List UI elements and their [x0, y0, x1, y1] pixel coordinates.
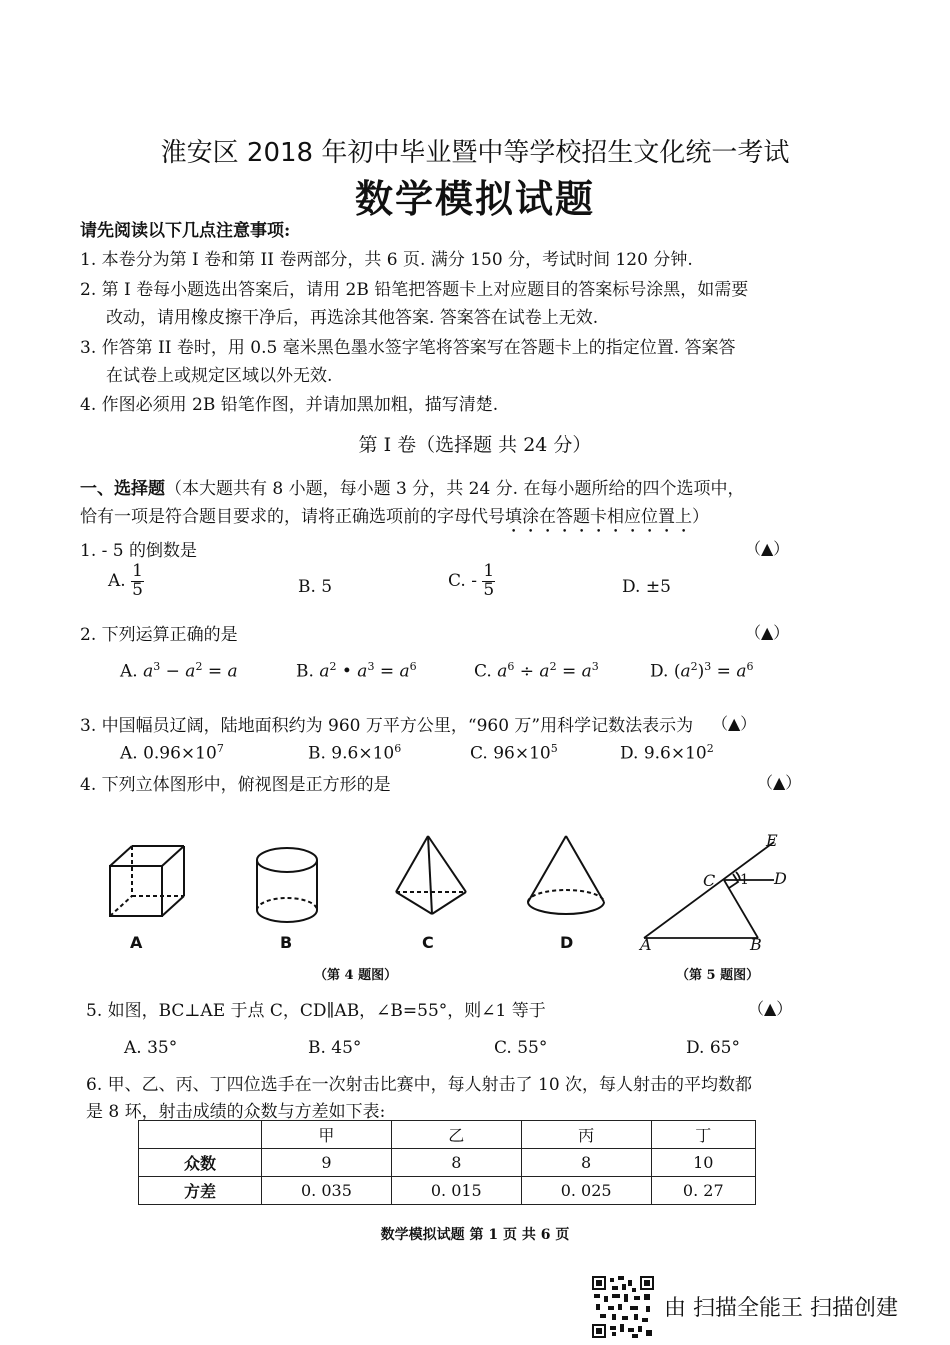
table-cell: 9	[262, 1149, 392, 1177]
section-intro-text-2a: 恰有一项是符合题目要求的，请将正确选项前的字母代号	[80, 507, 505, 527]
q6-stem-line2: 是 8 环，射击成绩的众数与方差如下表:	[86, 1102, 386, 1122]
section-intro-text-2c: ）	[692, 507, 709, 527]
q1-option-d: D. ±5	[622, 577, 671, 597]
q5-label-e: E	[766, 831, 778, 850]
scanner-watermark: 由 扫描全能王 扫描创建	[664, 1296, 898, 1321]
q5-option-c: C. 55°	[494, 1038, 548, 1058]
table-cell: 8	[521, 1149, 651, 1177]
q3-stem: 3. 中国幅员辽阔，陆地面积约为 960 万平方公里，“960 万”用科学记数法表示为	[80, 716, 694, 736]
q5-stem: 5. 如图，BC⊥AE 于点 C，CD∥AB，∠B=55°，则∠1 等于	[86, 1001, 546, 1021]
section-intro-emphasis: 填涂在答题卡相应位置上	[505, 507, 692, 527]
q5-option-b: B. 45°	[308, 1038, 362, 1058]
q5-label-d: D	[774, 869, 787, 888]
q3-answer-mark: （▲）	[712, 714, 757, 733]
table-header-cell: 乙	[391, 1121, 521, 1149]
q5-figure-geometry	[644, 842, 774, 938]
q2-stem: 2. 下列运算正确的是	[80, 625, 238, 645]
q5-option-d: D. 65°	[686, 1038, 740, 1058]
table-row	[139, 1149, 756, 1177]
notice-item-1: 1. 本卷分为第 I 卷和第 II 卷两部分，共 6 页. 满分 150 分，考试时间 120 分钟.	[80, 250, 693, 270]
notice-item-3: 3. 作答第 II 卷时，用 0.5 毫米黑色墨水签字笔将答案写在答题卡上的指定位置. 答案答	[80, 338, 736, 358]
q5-label-angle-1: 1	[740, 872, 749, 888]
table-header-cell	[139, 1121, 262, 1149]
q2-option-c: C. $a^6 \div a^2 = a^3$	[474, 660, 599, 682]
exam-subtitle: 数学模拟试题	[354, 176, 595, 221]
q1-answer-mark: （▲）	[745, 539, 790, 558]
q1-option-c-fraction: $\frac{1}{5}$	[483, 561, 495, 600]
q4-answer-mark: （▲）	[757, 773, 802, 792]
q2-option-b: B. $a^2$ • $a^3 = a^6$	[296, 660, 417, 682]
q6-score-table	[138, 1120, 756, 1205]
q4-label-c: C	[422, 933, 434, 952]
q3-option-c: C. $96\times 10^5$	[470, 742, 558, 764]
table-cell: 0. 035	[262, 1177, 392, 1205]
table-cell: 0. 27	[651, 1177, 755, 1205]
q2-option-a: A. $a^3 - a^2 = a$	[120, 660, 238, 682]
section-intro-line2	[80, 502, 709, 537]
q4-label-d: D	[560, 933, 574, 952]
q3-option-d: D. $9.6\times 10^2$	[620, 742, 714, 764]
q4-figure-d-cone	[528, 836, 604, 914]
q5-label-a: A	[640, 935, 652, 954]
q1-option-a: A. $\frac{1}{5}$	[108, 561, 143, 600]
qr-code-icon	[592, 1276, 654, 1338]
q5-label-c: C	[703, 871, 716, 890]
q6-stem-line1: 6. 甲、乙、丙、丁四位选手在一次射击比赛中，每人射击了 10 次，每人射击的平均数都	[86, 1075, 753, 1095]
notice-item-4: 4. 作图必须用 2B 铅笔作图，并请加黑加粗，描写清楚.	[80, 395, 499, 415]
notice-heading: 请先阅读以下几点注意事项:	[80, 221, 291, 241]
table-cell: 0. 025	[521, 1177, 651, 1205]
table-cell: 10	[651, 1149, 755, 1177]
q3-option-b: B. $9.6\times 10^6$	[308, 742, 402, 764]
table-header-cell: 丙	[521, 1121, 651, 1149]
table-cell: 0. 015	[391, 1177, 521, 1205]
q4-figures	[0, 820, 950, 990]
notice-item-2-cont: 改动，请用橡皮擦干净后，再选涂其他答案. 答案答在试卷上无效.	[106, 308, 599, 328]
q4-label-b: B	[280, 933, 293, 952]
notice-item-2: 2. 第 I 卷每小题选出答案后，请用 2B 铅笔把答题卡上对应题目的答案标号涂黑，如需要	[80, 280, 749, 300]
q4-figure-c-pyramid	[396, 836, 466, 914]
q4-stem: 4. 下列立体图形中，俯视图是正方形的是	[80, 775, 391, 795]
section-intro-text: （本大题共有 8 小题，每小题 3 分，共 24 分. 在每小题所给的四个选项中，	[165, 479, 745, 499]
q4-figure-b-cylinder	[257, 848, 317, 922]
q5-figure-caption: （第 5 题图）	[676, 968, 760, 983]
q2-answer-mark: （▲）	[745, 623, 790, 642]
table-header-cell: 丁	[651, 1121, 755, 1149]
table-row-label: 众数	[139, 1149, 262, 1177]
section-heading: 第 I 卷（选择题 共 24 分）	[358, 434, 592, 456]
notice-item-3-cont: 在试卷上或规定区域以外无效.	[106, 366, 333, 386]
table-header-row	[139, 1121, 756, 1149]
q4-figure-caption: （第 4 题图）	[314, 968, 398, 983]
section-intro-line1	[80, 474, 745, 499]
q1-option-a-fraction: $\frac{1}{5}$	[132, 561, 143, 600]
q5-label-b: B	[750, 935, 762, 954]
table-header-cell: 甲	[262, 1121, 392, 1149]
exam-title: 淮安区 2018 年初中毕业暨中等学校招生文化统一考试	[160, 138, 790, 168]
q5-answer-mark: （▲）	[748, 999, 793, 1018]
page-footer: 数学模拟试题 第 1 页 共 6 页	[380, 1227, 570, 1243]
table-cell: 8	[391, 1149, 521, 1177]
q4-label-a: A	[130, 933, 143, 952]
table-row	[139, 1177, 756, 1205]
q1-option-c: C. - $\frac{1}{5}$	[448, 561, 495, 600]
q1-option-b: B. 5	[298, 577, 333, 597]
q3-option-a: A. $0.96\times 10^7$	[120, 742, 224, 764]
q5-option-a: A. 35°	[124, 1038, 178, 1058]
table-row-label: 方差	[139, 1177, 262, 1205]
section-intro-label: 一、选择题	[80, 479, 165, 499]
q4-figure-a-cube	[110, 846, 184, 916]
q1-stem: 1. - 5 的倒数是	[80, 541, 197, 561]
q2-option-d: D. $(a^2)^3 = a^6$	[650, 660, 754, 682]
